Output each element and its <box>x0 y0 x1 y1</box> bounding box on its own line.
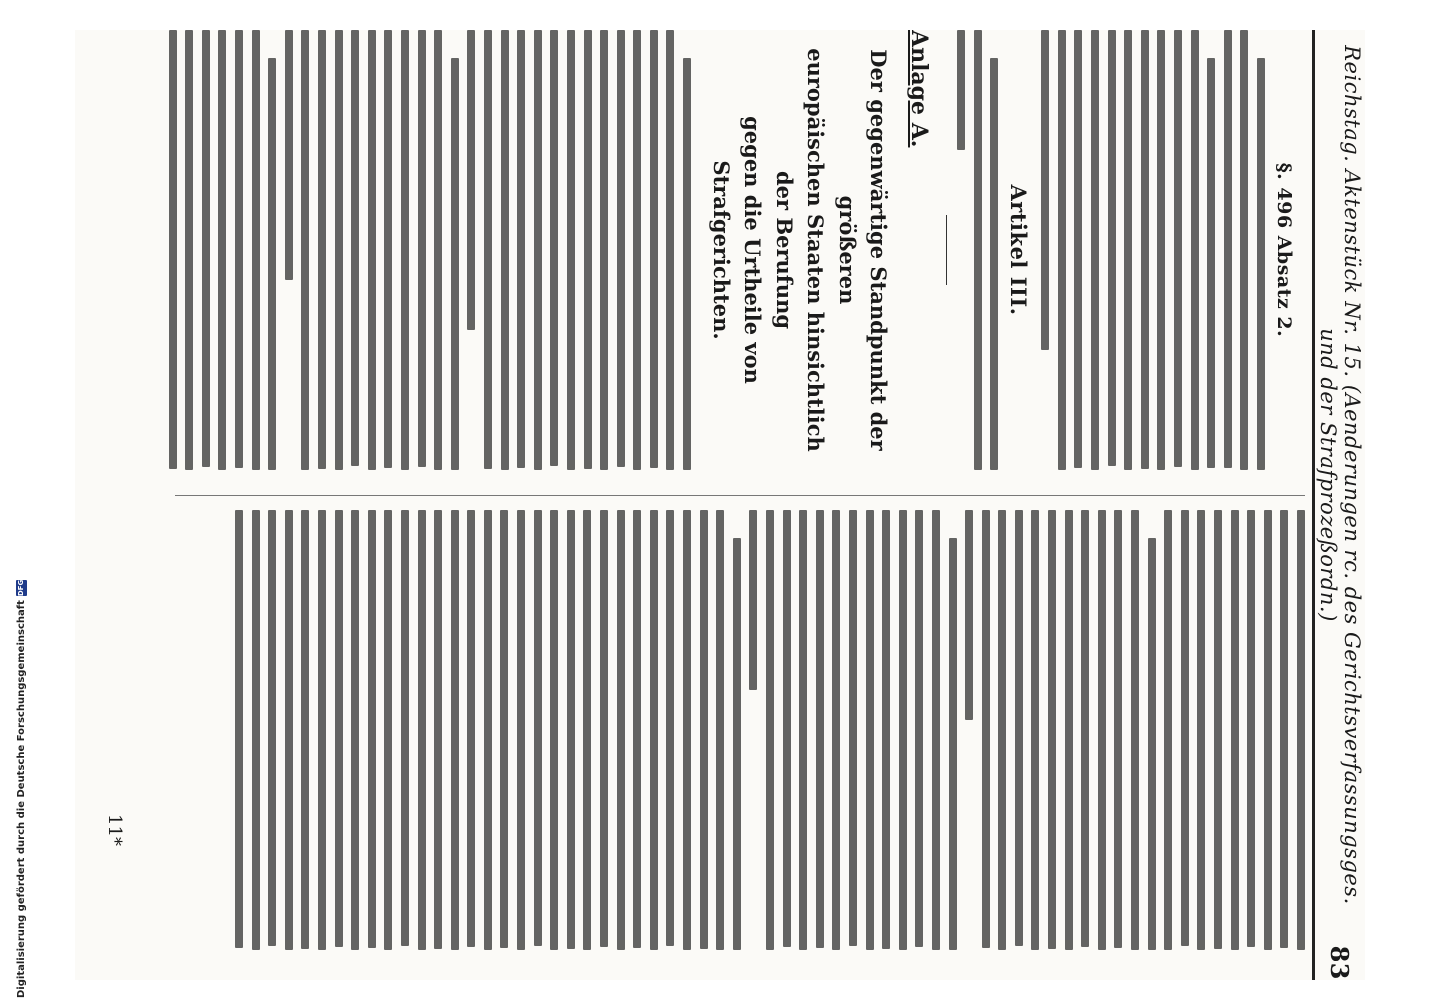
left-column-text-block-1 <box>1041 30 1265 470</box>
dfg-logo-icon: DFG <box>17 579 25 597</box>
article-heading: Artikel III. <box>1006 184 1032 316</box>
section-heading <box>705 30 894 470</box>
running-head-title: Reichstag. Aktenstück Nr. 15. (Aenderungen rc. des Gerichtsverfassungsges. und der Strafprozeßordn.) <box>1316 45 1364 905</box>
column-divider <box>175 495 1305 496</box>
section-heading-line: gegen die Urtheile von Strafgerichten. <box>708 116 766 384</box>
signature-mark: 11* <box>104 814 125 846</box>
digitization-credit-text: Digitalisierung gefördert durch die Deutsche Forschungsgemeinschaft <box>16 600 27 998</box>
right-column <box>165 510 1305 950</box>
section-rule <box>946 215 947 285</box>
annex-label: Anlage A. <box>906 30 933 148</box>
page-edge <box>1375 0 1432 1000</box>
left-column-text-block-3 <box>165 30 691 470</box>
digitization-credit <box>16 579 27 998</box>
left-column <box>165 30 1305 470</box>
left-column-text-block-2 <box>957 30 998 470</box>
section-heading-line: europäischen Staaten hinsichtlich der Berufung <box>771 48 829 452</box>
section-heading-line: Der gegenwärtige Standpunkt der größeren <box>834 49 892 451</box>
header-rule <box>1312 30 1315 980</box>
running-head <box>1315 30 1365 980</box>
page-number: 83 <box>1325 945 1355 980</box>
right-column-text <box>235 510 1305 950</box>
scanned-page <box>75 30 1365 980</box>
paragraph-label: §. 496 Absatz 2. <box>1273 162 1295 338</box>
